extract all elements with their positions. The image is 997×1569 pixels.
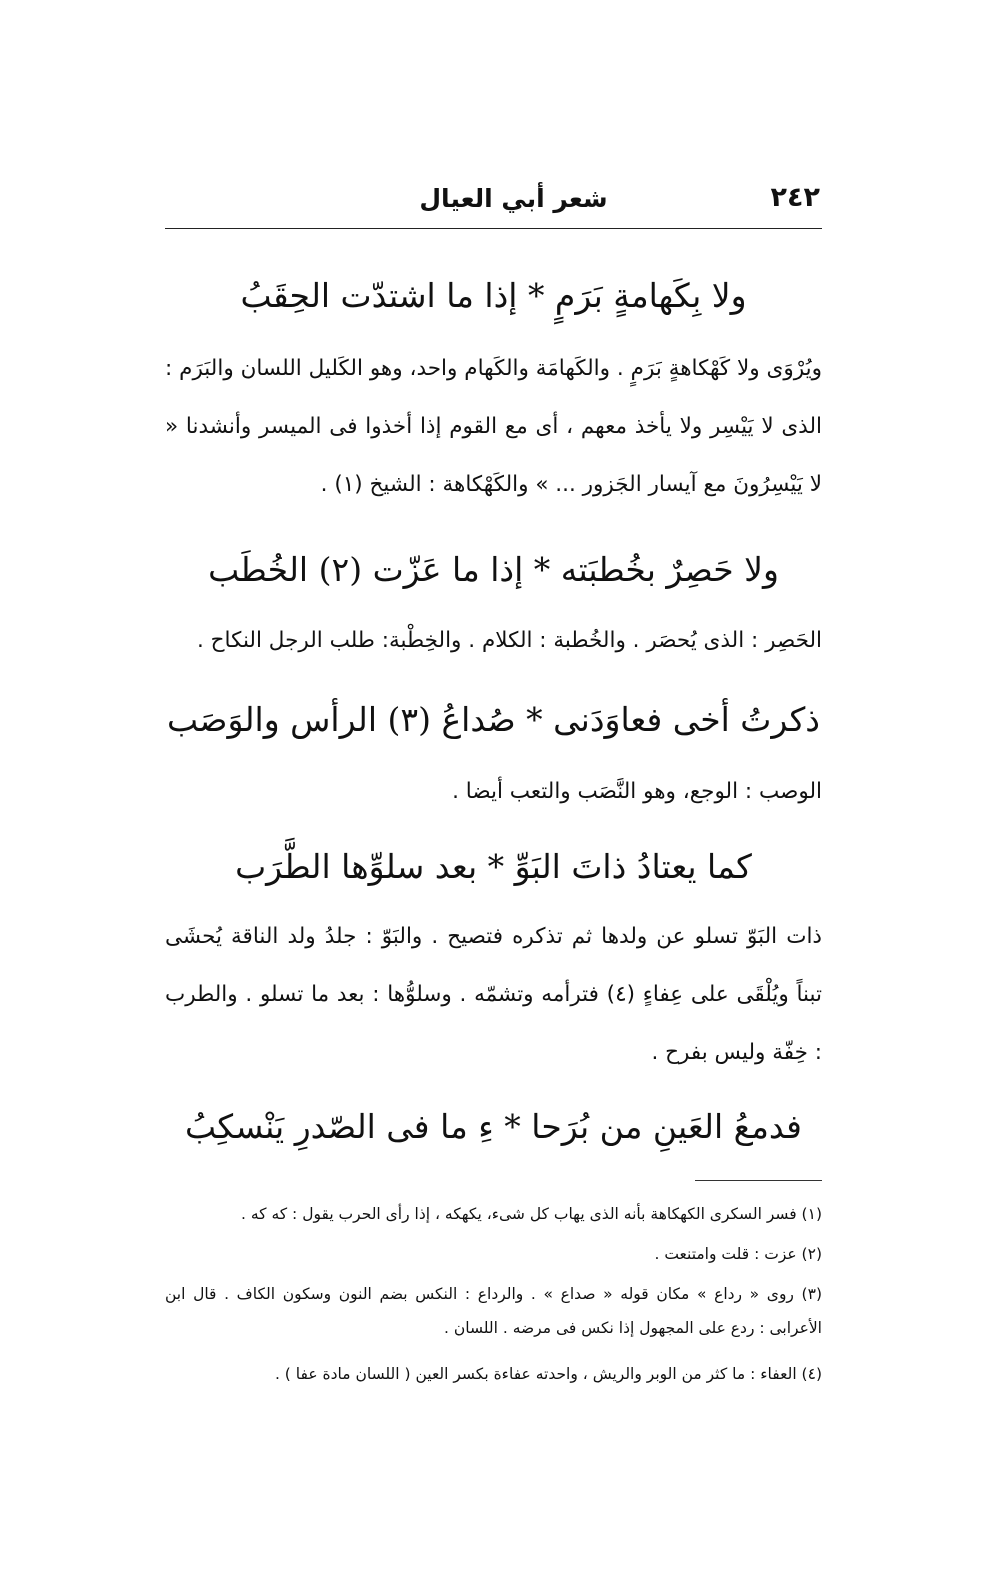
commentary-paragraph: ويُرْوَى ولا كَهْكاهةٍ بَرَمٍ . والكَهامَة والكَهام واحد، وهو الكَليل اللسان والبَرَم : الذى لا يَيْسِر ولا يأخذ معهم ، أى مع القوم إذا أخذوا فى الميسر وأنشدنا « لا يَيْسِرُونَ مع آيسار الجَزور ... » والكَهْكاهة : الشيخ (١) . <box>165 356 822 497</box>
verse-line: ولا بِكَهامةٍ بَرَمٍ * إذا ما اشتدّت الحِقَبُ <box>240 276 747 315</box>
footnote: (١) فسر السكرى الكهكاهة بأنه الذى يهاب كل شىء، يكهكه ، إذا رأى الحرب يقول : كه كه . <box>240 1205 822 1223</box>
page-header <box>165 178 822 229</box>
verse-line: ذكرتُ أخى فعاوَدَنى * صُداعُ (٣) الرأس والوَصَب <box>167 700 820 739</box>
footnote-separator <box>695 1180 822 1181</box>
footnote: (٢) عزت : قلت وامتنعت . <box>654 1245 822 1263</box>
commentary-paragraph: الوصب : الوجع، وهو النَّصَب والتعب أيضا . <box>452 779 822 804</box>
page-number: ٢٤٢ <box>770 182 820 213</box>
commentary-paragraph: ذات البَوّ تسلو عن ولدها ثم تذكره فتصيح . والبَوّ : جلدُ ولد الناقة يُحشَى تبناً ويُلْقَى على عِفاءٍ (٤) فترأمه وتشمّه . وسلوُّها : بعد ما تسلو . والطرب : خِفّة وليس بفرح . <box>165 924 822 1065</box>
verse-line: ولا حَصِرٌ بخُطبَته * إذا ما عَزّت (٢) الخُطَب <box>208 550 779 589</box>
running-title: شعر أبي العيال <box>419 184 608 213</box>
commentary-paragraph: الحَصِر : الذى يُحصَر . والخُطبة : الكلام . والخِطْبة: طلب الرجل النكاح . <box>196 628 822 653</box>
footnote: (٣) روى « رداع » مكان قوله « صداع » . والرداع : النكس بضم النون وسكون الكاف . قال ابن الأعرابى : ردع على المجهول إذا نكس فى مرضه . اللسان . <box>165 1285 822 1337</box>
verse-line: فدمعُ العَينِ من بُرَحا * ءِ ما فى الصّدرِ يَنْسكِبُ <box>185 1107 802 1146</box>
footnote: (٤) العفاء : ما كثر من الوبر والريش ، واحدته عفاءة بكسر العين ( اللسان مادة عفا ) . <box>274 1365 822 1383</box>
verse-line: كما يعتادُ ذاتَ البَوِّ * بعد سلوِّها الطَّرَب <box>235 847 752 886</box>
